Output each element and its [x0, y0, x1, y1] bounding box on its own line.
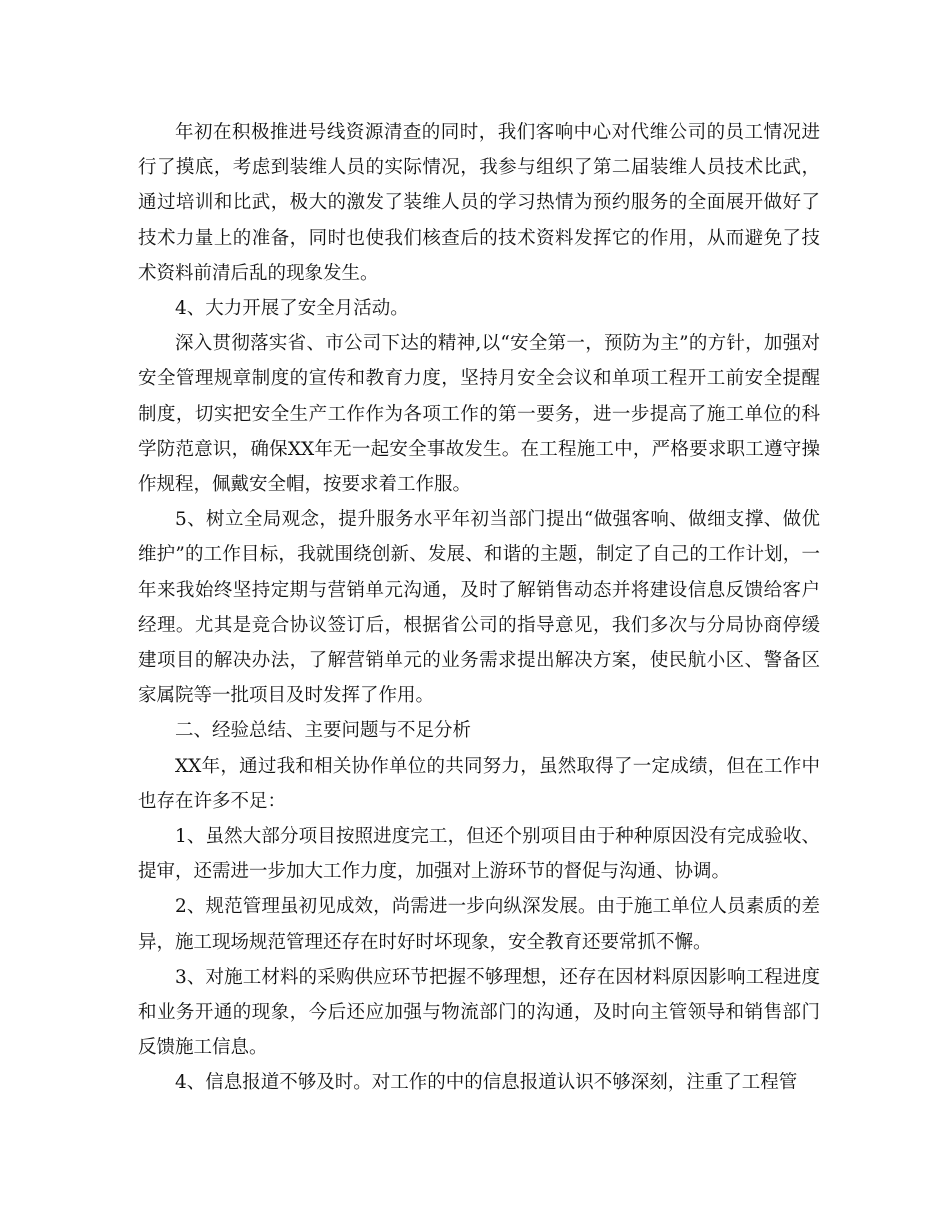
heading-experience-summary: 二、经验总结、主要问题与不足分析 [175, 720, 472, 742]
paragraph-issue-3: 3、对施工材料的采购供应环节把握不够理想，还存在因材料原因影响工程进度和业务开通的现象，今后还应加强与物流部门的沟通，及时向主管领导和销售部门反馈施工信息。 [138, 966, 820, 1059]
paragraph-issue-1: 1、虽然大部分项目按照进度完工，但还个别项目由于种种原因没有完成验收、提审，还需进一步加大工作力度，加强对上游环节的督促与沟通、协调。 [138, 826, 820, 883]
paragraph-year-summary: XX年，通过我和相关协作单位的共同努力，虽然取得了一定成绩，但在工作中也存在许多不足： [138, 755, 820, 812]
paragraph-global-view: 5、树立全局观念，提升服务水平年初当部门提出“做强客响、做细支撑、做优维护”的工作目标，我就围绕创新、发展、和谐的主题，制定了自己的工作计划，一年来我始终坚持定期与营销单元沟通，及时了解销售动态并将建设信息反馈给客户经理。尤其是竞合协议签订后，根据省公司的指导意见，我们多次与分局协商停缓建项目的解决办法，了解营销单元的业务需求提出解决方案，使民航小区、警备区家属院等一批项目及时发挥了作用。 [138, 509, 820, 707]
heading-safety-month: 4、大力开展了安全月活动。 [175, 298, 409, 320]
paragraph-issue-4: 4、信息报道不够及时。对工作的中的信息报道认识不够深刻，注重了工程管 [175, 1072, 798, 1094]
document-body [138, 115, 820, 1101]
paragraph-issue-2: 2、规范管理虽初见成效，尚需进一步向纵深发展。由于施工单位人员素质的差异，施工现场规范管理还存在时好时坏现象，安全教育还要常抓不懈。 [138, 896, 820, 953]
paragraph-staff-training: 年初在积极推进号线资源清查的同时，我们客响中心对代维公司的员工情况进行了摸底，考虑到装维人员的实际情况，我参与组织了第二届装维人员技术比武，通过培训和比武，极大的激发了装维人员的学习热情为预约服务的全面展开做好了技术力量上的准备，同时也使我们核查后的技术资料发挥它的作用，从而避免了技术资料前清后乱的现象发生。 [138, 122, 820, 284]
paragraph-safety-management: 深入贯彻落实省、市公司下达的精神,以“安全第一，预防为主”的方针，加强对安全管理规章制度的宣传和教育力度，坚持月安全会议和单项工程开工前安全提醒制度，切实把安全生产工作作为各项工作的第一要务，进一步提高了施工单位的科学防范意识，确保XX年无一起安全事故发生。在工程施工中，严格要求职工遵守操作规程，佩戴安全帽，按要求着工作服。 [138, 333, 820, 496]
